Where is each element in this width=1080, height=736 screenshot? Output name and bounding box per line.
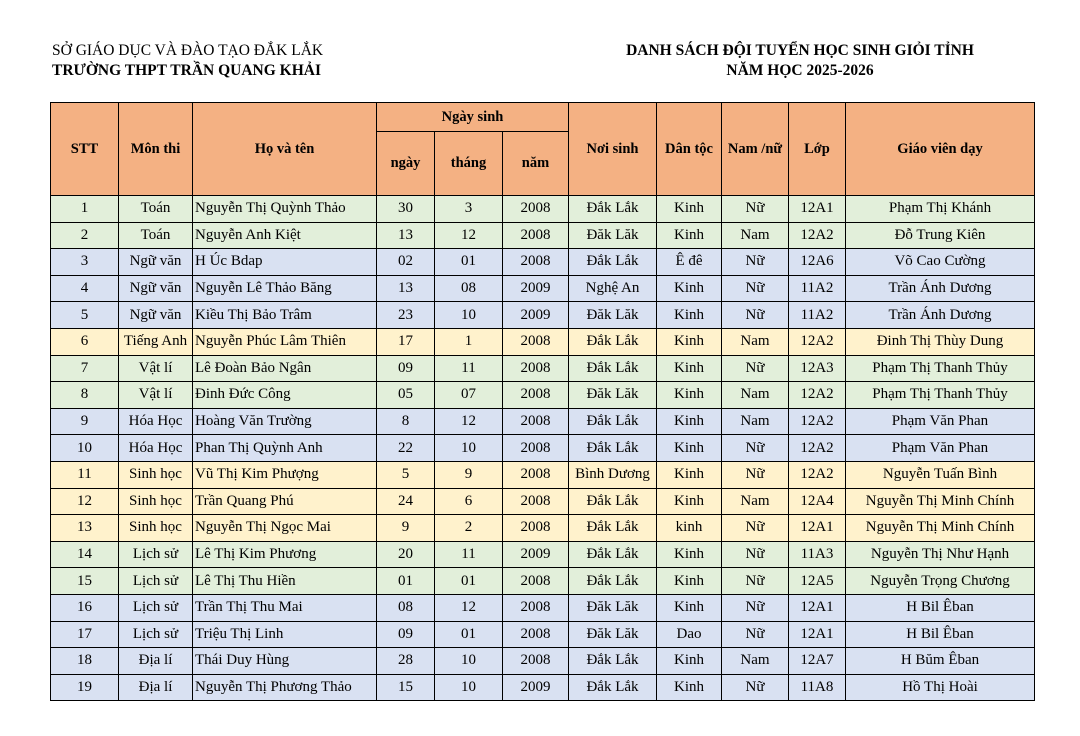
cell-teacher: Phạm Thị Khánh (846, 196, 1035, 223)
cell-class: 12A5 (789, 568, 846, 595)
cell-ethnicity: Kinh (657, 488, 722, 515)
cell-stt: 10 (51, 435, 119, 462)
cell-teacher: Nguyễn Thị Minh Chính (846, 515, 1035, 542)
cell-stt: 9 (51, 408, 119, 435)
cell-year: 2008 (503, 196, 569, 223)
cell-birthplace: Đắk Lắk (569, 515, 657, 542)
cell-subject: Lịch sử (119, 541, 193, 568)
cell-day: 02 (377, 249, 435, 276)
cell-gender: Nữ (722, 302, 789, 329)
cell-ethnicity: Dao (657, 621, 722, 648)
cell-name: Nguyễn Phúc Lâm Thiên (193, 328, 377, 355)
cell-month: 10 (435, 435, 503, 462)
cell-teacher: H Bil Êban (846, 594, 1035, 621)
cell-teacher: Phạm Văn Phan (846, 435, 1035, 462)
col-stt: STT (51, 103, 119, 196)
cell-gender: Nam (722, 382, 789, 409)
cell-ethnicity: Kinh (657, 541, 722, 568)
cell-teacher: Nguyễn Thị Minh Chính (846, 488, 1035, 515)
col-class: Lớp (789, 103, 846, 196)
cell-subject: Hóa Học (119, 435, 193, 462)
cell-day: 8 (377, 408, 435, 435)
cell-year: 2008 (503, 568, 569, 595)
cell-year: 2009 (503, 275, 569, 302)
cell-ethnicity: Kinh (657, 302, 722, 329)
cell-teacher: Trần Ánh Dương (846, 302, 1035, 329)
cell-gender: Nữ (722, 249, 789, 276)
cell-gender: Nữ (722, 594, 789, 621)
cell-stt: 13 (51, 515, 119, 542)
cell-birthplace: Đắk Lắk (569, 249, 657, 276)
cell-ethnicity: Kinh (657, 222, 722, 249)
cell-ethnicity: Kinh (657, 408, 722, 435)
cell-birthplace: Đăk Lăk (569, 621, 657, 648)
cell-day: 01 (377, 568, 435, 595)
cell-year: 2008 (503, 461, 569, 488)
cell-teacher: Đỗ Trung Kiên (846, 222, 1035, 249)
cell-gender: Nữ (722, 515, 789, 542)
cell-gender: Nam (722, 328, 789, 355)
col-dob: Ngày sinh (377, 103, 569, 132)
cell-subject: Vật lí (119, 355, 193, 382)
cell-day: 20 (377, 541, 435, 568)
cell-gender: Nam (722, 488, 789, 515)
cell-class: 12A1 (789, 594, 846, 621)
cell-name: Lê Đoàn Bảo Ngân (193, 355, 377, 382)
cell-subject: Lịch sử (119, 568, 193, 595)
cell-month: 2 (435, 515, 503, 542)
cell-name: Nguyễn Thị Ngọc Mai (193, 515, 377, 542)
cell-name: Lê Thị Thu Hiền (193, 568, 377, 595)
cell-subject: Ngữ văn (119, 302, 193, 329)
cell-month: 11 (435, 355, 503, 382)
col-birthplace: Nơi sinh (569, 103, 657, 196)
cell-month: 12 (435, 594, 503, 621)
cell-name: Nguyễn Anh Kiệt (193, 222, 377, 249)
table-row (51, 328, 1035, 355)
cell-year: 2008 (503, 515, 569, 542)
school-year: NĂM HỌC 2025-2026 (726, 62, 874, 79)
table-body (51, 196, 1035, 701)
cell-name: Đinh Đức Công (193, 382, 377, 409)
cell-stt: 4 (51, 275, 119, 302)
cell-subject: Toán (119, 222, 193, 249)
cell-subject: Vật lí (119, 382, 193, 409)
school-name: TRƯỜNG THPT TRẦN QUANG KHẢI (52, 62, 321, 79)
cell-teacher: Đinh Thị Thùy Dung (846, 328, 1035, 355)
cell-birthplace: Đắk Lắk (569, 674, 657, 701)
header-right (590, 41, 1010, 81)
table-row (51, 541, 1035, 568)
cell-gender: Nữ (722, 674, 789, 701)
header-left (52, 41, 323, 81)
cell-name: Nguyễn Thị Quỳnh Thảo (193, 196, 377, 223)
cell-teacher: Hồ Thị Hoài (846, 674, 1035, 701)
cell-birthplace: Đắk Lắk (569, 355, 657, 382)
cell-birthplace: Đắk Lắk (569, 488, 657, 515)
cell-year: 2008 (503, 249, 569, 276)
cell-class: 12A7 (789, 648, 846, 675)
cell-month: 01 (435, 249, 503, 276)
cell-subject: Sinh học (119, 461, 193, 488)
cell-name: Trần Thị Thu Mai (193, 594, 377, 621)
cell-class: 12A2 (789, 461, 846, 488)
table-row (51, 594, 1035, 621)
col-month: tháng (435, 132, 503, 196)
cell-birthplace: Đăk Lăk (569, 302, 657, 329)
cell-birthplace: Đắk Lắk (569, 435, 657, 462)
cell-teacher: Trần Ánh Dương (846, 275, 1035, 302)
cell-class: 11A3 (789, 541, 846, 568)
cell-day: 13 (377, 275, 435, 302)
table-row (51, 222, 1035, 249)
cell-subject: Địa lí (119, 674, 193, 701)
table-row (51, 488, 1035, 515)
cell-year: 2008 (503, 648, 569, 675)
cell-birthplace: Đắk Lắk (569, 568, 657, 595)
cell-name: Vũ Thị Kim Phượng (193, 461, 377, 488)
department-name: SỞ GIÁO DỤC VÀ ĐÀO TẠO ĐẮK LẮK (52, 42, 324, 59)
cell-subject: Toán (119, 196, 193, 223)
cell-stt: 18 (51, 648, 119, 675)
cell-name: Lê Thị Kim Phương (193, 541, 377, 568)
cell-ethnicity: Ê đê (657, 249, 722, 276)
cell-day: 13 (377, 222, 435, 249)
cell-class: 12A2 (789, 328, 846, 355)
cell-year: 2008 (503, 435, 569, 462)
cell-class: 12A6 (789, 249, 846, 276)
cell-ethnicity: Kinh (657, 594, 722, 621)
cell-teacher: Nguyễn Trọng Chương (846, 568, 1035, 595)
col-gender: Nam /nữ (722, 103, 789, 196)
cell-year: 2008 (503, 408, 569, 435)
cell-subject: Sinh học (119, 515, 193, 542)
cell-subject: Sinh học (119, 488, 193, 515)
cell-stt: 8 (51, 382, 119, 409)
cell-month: 6 (435, 488, 503, 515)
cell-class: 12A1 (789, 196, 846, 223)
table-row (51, 621, 1035, 648)
cell-name: Phan Thị Quỳnh Anh (193, 435, 377, 462)
cell-class: 12A2 (789, 382, 846, 409)
cell-day: 5 (377, 461, 435, 488)
cell-day: 17 (377, 328, 435, 355)
cell-name: Nguyễn Thị Phương Thảo (193, 674, 377, 701)
table-row (51, 196, 1035, 223)
cell-day: 9 (377, 515, 435, 542)
col-name: Họ và tên (193, 103, 377, 196)
cell-day: 22 (377, 435, 435, 462)
cell-teacher: Nguyễn Tuấn Bình (846, 461, 1035, 488)
cell-day: 05 (377, 382, 435, 409)
cell-teacher: Nguyễn Thị Như Hạnh (846, 541, 1035, 568)
cell-year: 2008 (503, 382, 569, 409)
cell-subject: Hóa Học (119, 408, 193, 435)
cell-gender: Nữ (722, 355, 789, 382)
col-year: năm (503, 132, 569, 196)
cell-class: 12A1 (789, 621, 846, 648)
cell-day: 24 (377, 488, 435, 515)
cell-class: 12A1 (789, 515, 846, 542)
cell-year: 2008 (503, 328, 569, 355)
table-row (51, 382, 1035, 409)
cell-ethnicity: Kinh (657, 674, 722, 701)
cell-teacher: Võ Cao Cường (846, 249, 1035, 276)
cell-birthplace: Đắk Lắk (569, 196, 657, 223)
cell-month: 10 (435, 302, 503, 329)
cell-stt: 15 (51, 568, 119, 595)
cell-subject: Địa lí (119, 648, 193, 675)
cell-birthplace: Đắk Lắk (569, 541, 657, 568)
cell-subject: Ngữ văn (119, 275, 193, 302)
cell-birthplace: Đăk Lăk (569, 222, 657, 249)
cell-stt: 3 (51, 249, 119, 276)
cell-class: 12A2 (789, 408, 846, 435)
cell-subject: Lịch sử (119, 621, 193, 648)
cell-birthplace: Đắk Lắk (569, 408, 657, 435)
cell-name: Hoàng Văn Trường (193, 408, 377, 435)
cell-gender: Nữ (722, 568, 789, 595)
cell-ethnicity: Kinh (657, 435, 722, 462)
cell-ethnicity: Kinh (657, 275, 722, 302)
cell-year: 2009 (503, 302, 569, 329)
cell-name: Triệu Thị Linh (193, 621, 377, 648)
cell-birthplace: Bình Dương (569, 461, 657, 488)
table-row (51, 435, 1035, 462)
cell-stt: 19 (51, 674, 119, 701)
table-row (51, 568, 1035, 595)
col-subject: Môn thi (119, 103, 193, 196)
cell-ethnicity: kinh (657, 515, 722, 542)
cell-month: 1 (435, 328, 503, 355)
cell-stt: 12 (51, 488, 119, 515)
cell-teacher: H Bŭm Êban (846, 648, 1035, 675)
cell-year: 2008 (503, 222, 569, 249)
table-row (51, 302, 1035, 329)
cell-day: 15 (377, 674, 435, 701)
cell-day: 23 (377, 302, 435, 329)
cell-year: 2008 (503, 594, 569, 621)
cell-gender: Nam (722, 222, 789, 249)
cell-stt: 11 (51, 461, 119, 488)
cell-teacher: Phạm Văn Phan (846, 408, 1035, 435)
cell-ethnicity: Kinh (657, 328, 722, 355)
cell-class: 12A2 (789, 435, 846, 462)
cell-ethnicity: Kinh (657, 568, 722, 595)
cell-year: 2009 (503, 541, 569, 568)
cell-ethnicity: Kinh (657, 648, 722, 675)
cell-ethnicity: Kinh (657, 382, 722, 409)
cell-month: 08 (435, 275, 503, 302)
cell-name: Nguyễn Lê Thảo Băng (193, 275, 377, 302)
cell-class: 11A2 (789, 275, 846, 302)
student-table (50, 102, 1035, 701)
cell-class: 12A4 (789, 488, 846, 515)
document-title: DANH SÁCH ĐỘI TUYỂN HỌC SINH GIỎI TỈNH (626, 42, 974, 59)
cell-class: 12A2 (789, 222, 846, 249)
table-row (51, 355, 1035, 382)
cell-ethnicity: Kinh (657, 196, 722, 223)
cell-month: 12 (435, 222, 503, 249)
cell-year: 2008 (503, 355, 569, 382)
cell-month: 9 (435, 461, 503, 488)
cell-birthplace: Nghệ An (569, 275, 657, 302)
cell-stt: 17 (51, 621, 119, 648)
cell-gender: Nam (722, 648, 789, 675)
col-day: ngày (377, 132, 435, 196)
table-row (51, 408, 1035, 435)
cell-stt: 2 (51, 222, 119, 249)
cell-subject: Ngữ văn (119, 249, 193, 276)
cell-birthplace: Đắk Lắk (569, 648, 657, 675)
cell-gender: Nữ (722, 196, 789, 223)
cell-month: 01 (435, 621, 503, 648)
cell-day: 09 (377, 355, 435, 382)
cell-gender: Nam (722, 408, 789, 435)
cell-year: 2009 (503, 674, 569, 701)
cell-birthplace: Đăk Lăk (569, 594, 657, 621)
cell-stt: 7 (51, 355, 119, 382)
cell-ethnicity: Kinh (657, 355, 722, 382)
cell-month: 01 (435, 568, 503, 595)
cell-day: 28 (377, 648, 435, 675)
table-row (51, 648, 1035, 675)
col-teacher: Giáo viên dạy (846, 103, 1035, 196)
cell-day: 30 (377, 196, 435, 223)
cell-month: 07 (435, 382, 503, 409)
cell-gender: Nữ (722, 461, 789, 488)
table-row (51, 275, 1035, 302)
cell-month: 11 (435, 541, 503, 568)
cell-subject: Tiếng Anh (119, 328, 193, 355)
cell-year: 2008 (503, 488, 569, 515)
cell-month: 10 (435, 674, 503, 701)
cell-gender: Nữ (722, 275, 789, 302)
cell-year: 2008 (503, 621, 569, 648)
table-row (51, 515, 1035, 542)
cell-teacher: Phạm Thị Thanh Thủy (846, 382, 1035, 409)
cell-teacher: H Bil Êban (846, 621, 1035, 648)
cell-day: 08 (377, 594, 435, 621)
cell-name: Trần Quang Phú (193, 488, 377, 515)
cell-month: 10 (435, 648, 503, 675)
cell-class: 12A3 (789, 355, 846, 382)
cell-gender: Nữ (722, 541, 789, 568)
cell-class: 11A2 (789, 302, 846, 329)
cell-stt: 1 (51, 196, 119, 223)
cell-subject: Lịch sử (119, 594, 193, 621)
cell-name: H Úc Bdap (193, 249, 377, 276)
table-row (51, 674, 1035, 701)
table-row (51, 249, 1035, 276)
cell-name: Kiều Thị Bảo Trâm (193, 302, 377, 329)
cell-name: Thái Duy Hùng (193, 648, 377, 675)
cell-class: 11A8 (789, 674, 846, 701)
cell-birthplace: Đăk Lăk (569, 382, 657, 409)
table-row (51, 461, 1035, 488)
cell-gender: Nữ (722, 435, 789, 462)
cell-stt: 6 (51, 328, 119, 355)
cell-stt: 16 (51, 594, 119, 621)
cell-month: 12 (435, 408, 503, 435)
cell-stt: 14 (51, 541, 119, 568)
cell-day: 09 (377, 621, 435, 648)
cell-ethnicity: Kinh (657, 461, 722, 488)
cell-teacher: Phạm Thị Thanh Thủy (846, 355, 1035, 382)
cell-gender: Nữ (722, 621, 789, 648)
cell-birthplace: Đắk Lắk (569, 328, 657, 355)
cell-month: 3 (435, 196, 503, 223)
cell-stt: 5 (51, 302, 119, 329)
col-ethnicity: Dân tộc (657, 103, 722, 196)
